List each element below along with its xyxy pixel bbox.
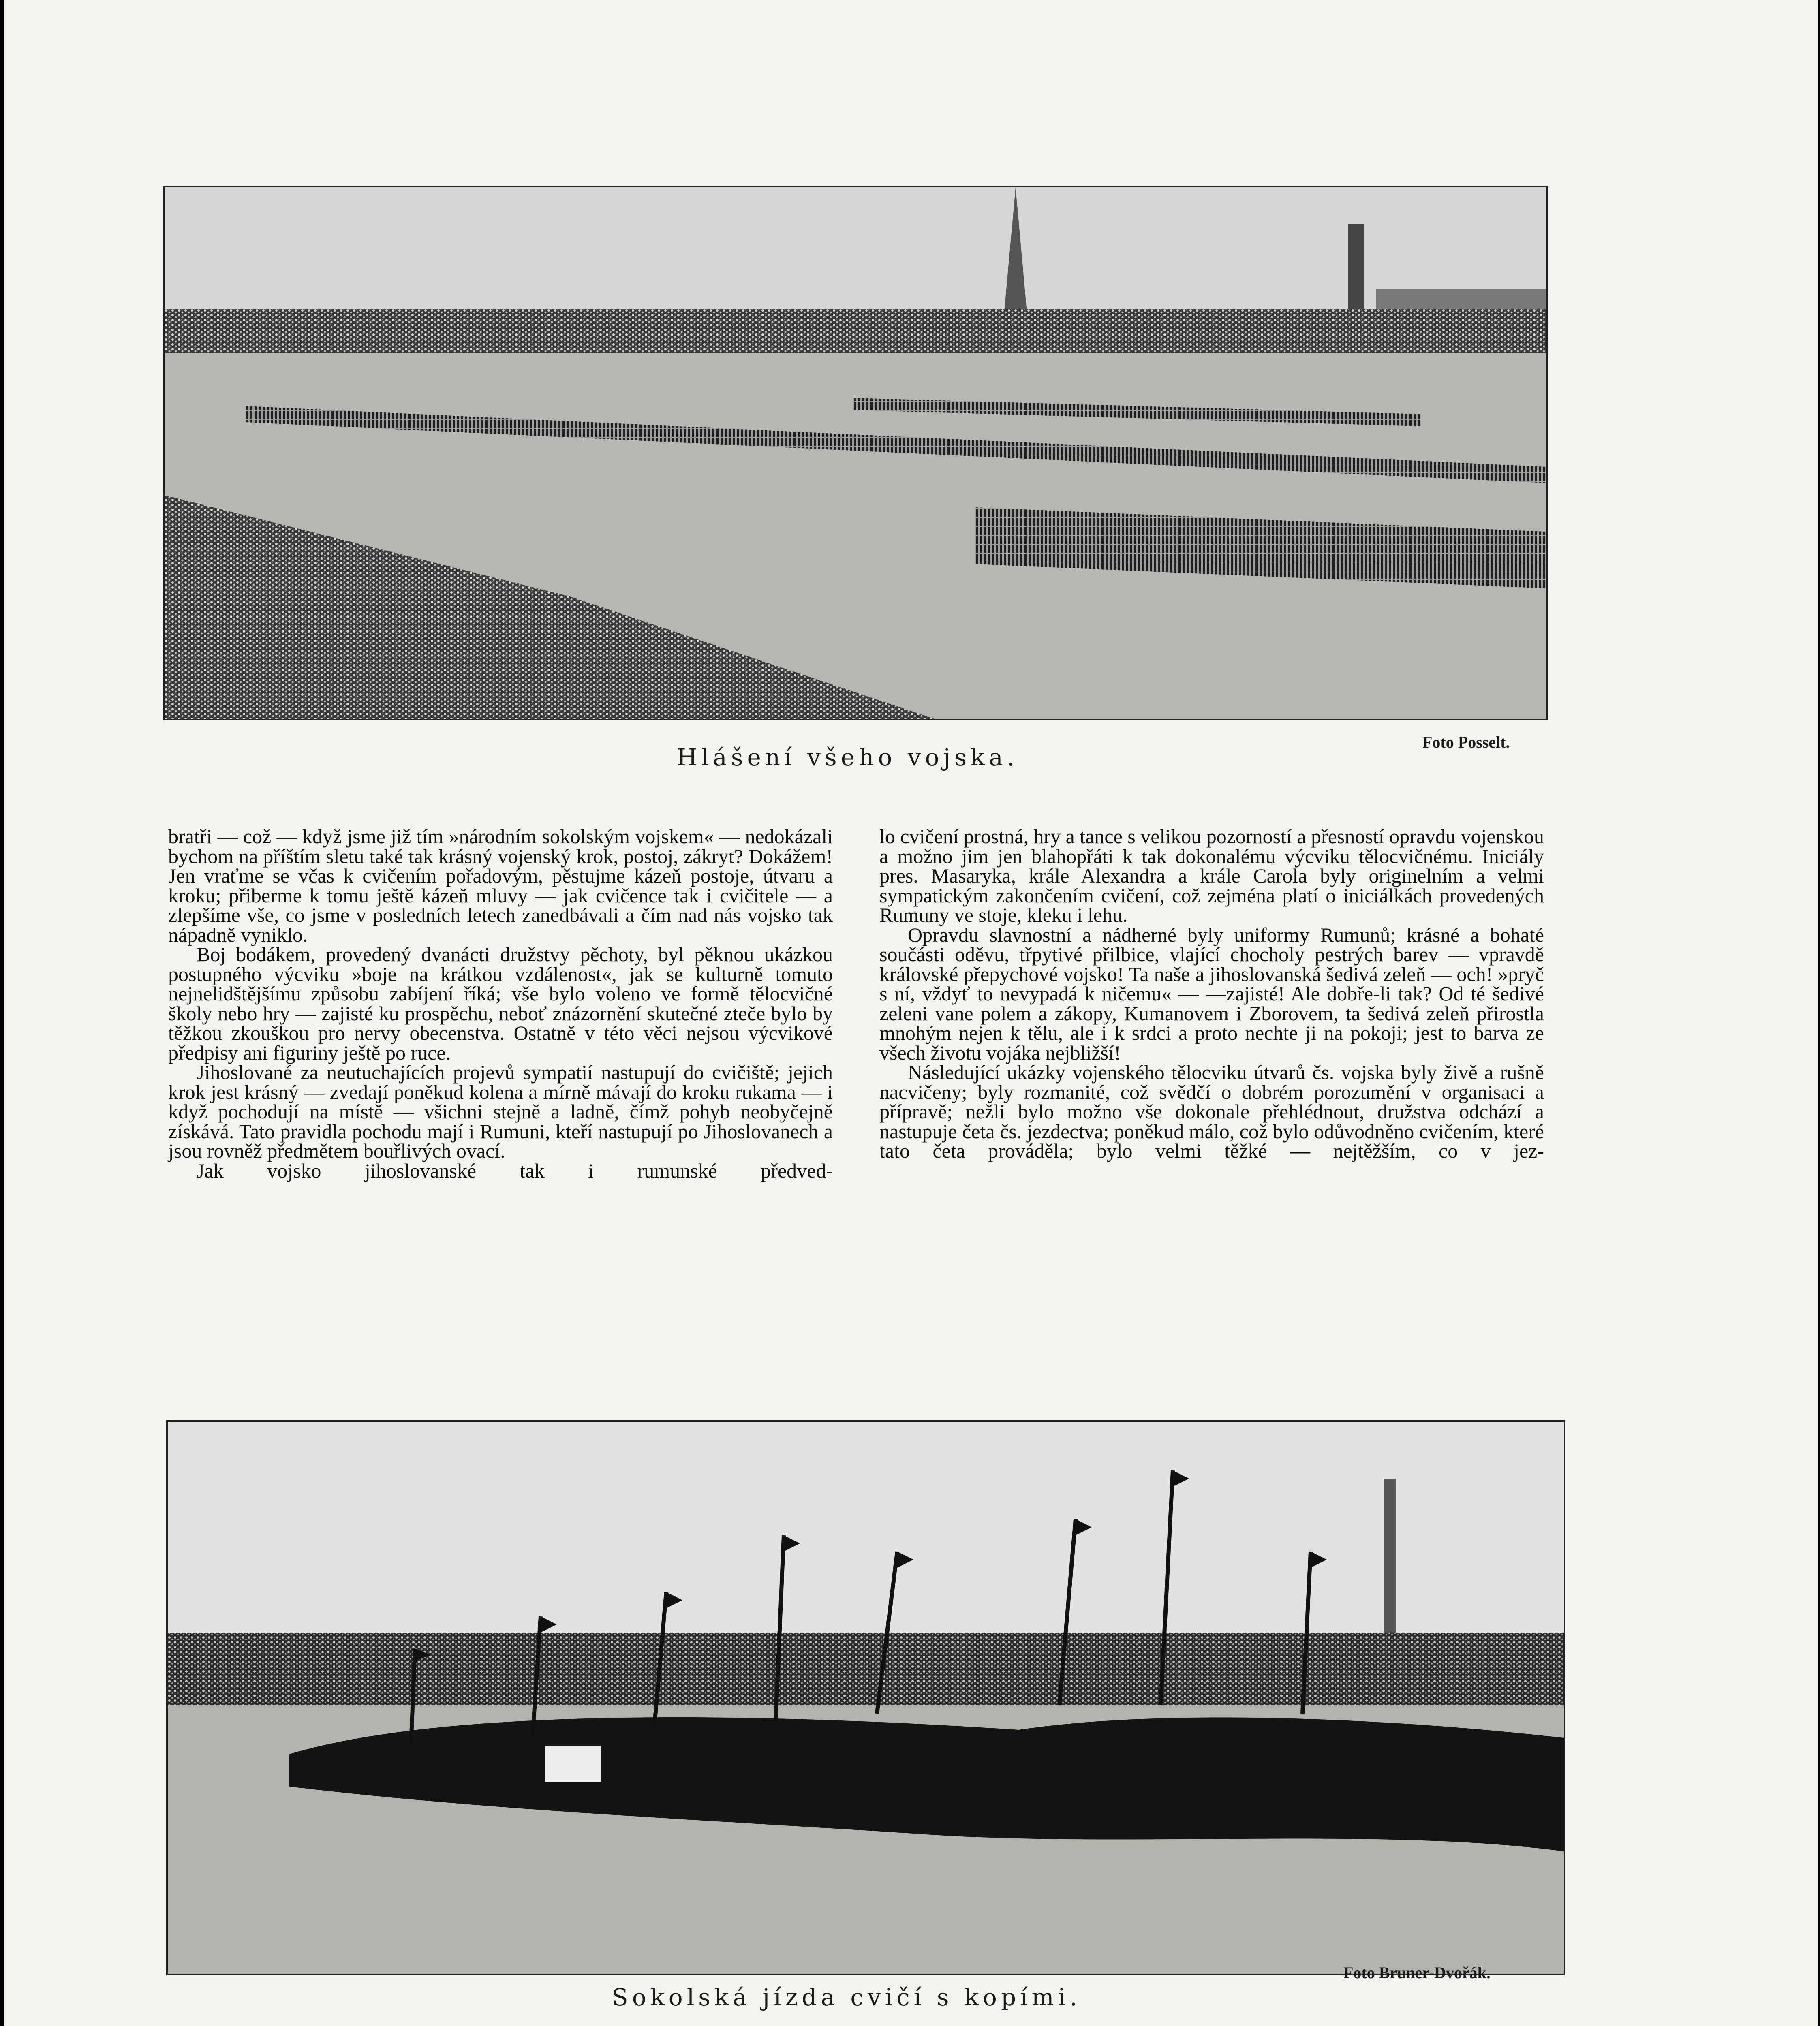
paragraph: lo cvičení prostná, hry a tance s velikou pozorností a přesností opravdu vojenskou a možno jim jen blahopřáti k tak dokonalému výcviku tělocvičnému. Iniciály pres. Masaryka, krále Alexandra a krále Carola byly originelním a velmi sympatickým zakončením cvičení, což zejména platí o iniciálkách provedených Rumuny ve stoje, kleku i lehu. xyxy=(879,825,1544,926)
top-photo-credit: Foto Posselt. xyxy=(1422,733,1510,751)
paragraph: Jihoslované za neutuchajících projevů sympatií nastupují do cvičiště; jejich krok jest krásný — zvedají poněkud kolena a mírně mávají do kroku rukama — i když pochodují na místě — všichni stejně a ladně, čímž pohyb neobyčejně získává. Tato pravidla pochodu mají i Rumuni, kteří nastupují po Jihoslovanech a jsou rovněž předmětem bouřlivých ovací. xyxy=(168,1061,833,1162)
paragraph: Jak vojsko jihoslovanské tak i rumunské předved- xyxy=(197,1159,833,1182)
stadium-parade-photo xyxy=(163,186,1548,720)
text-column-left xyxy=(168,827,833,1180)
text-column-right xyxy=(879,827,1544,1161)
bottom-photo-caption: Sokolská jízda cvičí s kopími. xyxy=(612,1983,1081,2011)
cavalry-lances-image xyxy=(168,1422,1564,1974)
paragraph: Opravdu slavnostní a nádherné byly uniformy Rumunů; krásné a bohaté součásti oděvu, třpytivé přilbice, vlající chocholy pestrých barev — vpravdě královské přepychové vojsko! Ta naše a jihoslovanská šedivá zeleň — och! »pryč s ní, vždyť to nevypadá k ničemu« — —zajisté! Ale dobře-li tak? Od té šedivé zeleni vane polem a zákopy, Kumanovem i Zborovem, ta šedivá zeleň přirostla mnohým nejen k tělu, ale i k srdci a proto nechte ji na pokoji; jest to barva ze všech životu vojáka nejbližší! xyxy=(879,923,1544,1064)
paragraph: Následující ukázky vojenského tělocviku útvarů čs. vojska byly živě a rušně nacvičeny; byly rozmanité, což svědčí o dobrém porozumění v organisaci a přípravě; nežli bylo možno vše dokonale přehlédnout, družstva odchází a nastupuje četa čs. jezdectva; poněkud málo, což bylo odůvodněno cvičením, které tato četa prováděla; bylo velmi těžké — nejtěžším, co v jez- xyxy=(879,1061,1544,1162)
cavalry-lances-photo xyxy=(166,1420,1565,1975)
top-photo-caption: Hlášení všeho vojska. xyxy=(677,744,1019,771)
stadium-parade-image xyxy=(165,187,1546,719)
paragraph: Boj bodákem, provedený dvanácti družstvy pěchoty, byl pěknou ukázkou postupného výcviku »boje na krátkou vzdálenost«, jak se kulturně tomuto nejnelidštějšímu způsobu zabíjení říká; vše bylo voleno ve formě tělocvičné školy nebo hry — zajisté ku prospěchu, neboť znázornění skutečné zteče bylo by těžkou zkouškou pro nervy obecenstva. Ostatně v této věci nejsou výcvikové předpisy ani figuriny ještě po ruce. xyxy=(168,943,833,1064)
paragraph: bratři — což — když jsme již tím »národním sokolským vojskem« — nedokázali bychom na příštím sletu také tak krásný vojenský krok, postoj, zákryt? Dokážem! Jen vraťme se včas k cvičením pořadovým, pěstujme kázeň postoje, útvaru a kroku; přiberme k tomu ještě kázeň mluvy — jak cvičence tak i cvičitele — a zlepšíme vše, co jsme v posledních letech zanedbávali a čím nad nás vojsko tak nápadně vyniklo. xyxy=(168,825,833,946)
magazine-page xyxy=(4,0,1818,2026)
bottom-photo-credit: Foto Bruner-Dvořák. xyxy=(1343,1964,1491,1982)
